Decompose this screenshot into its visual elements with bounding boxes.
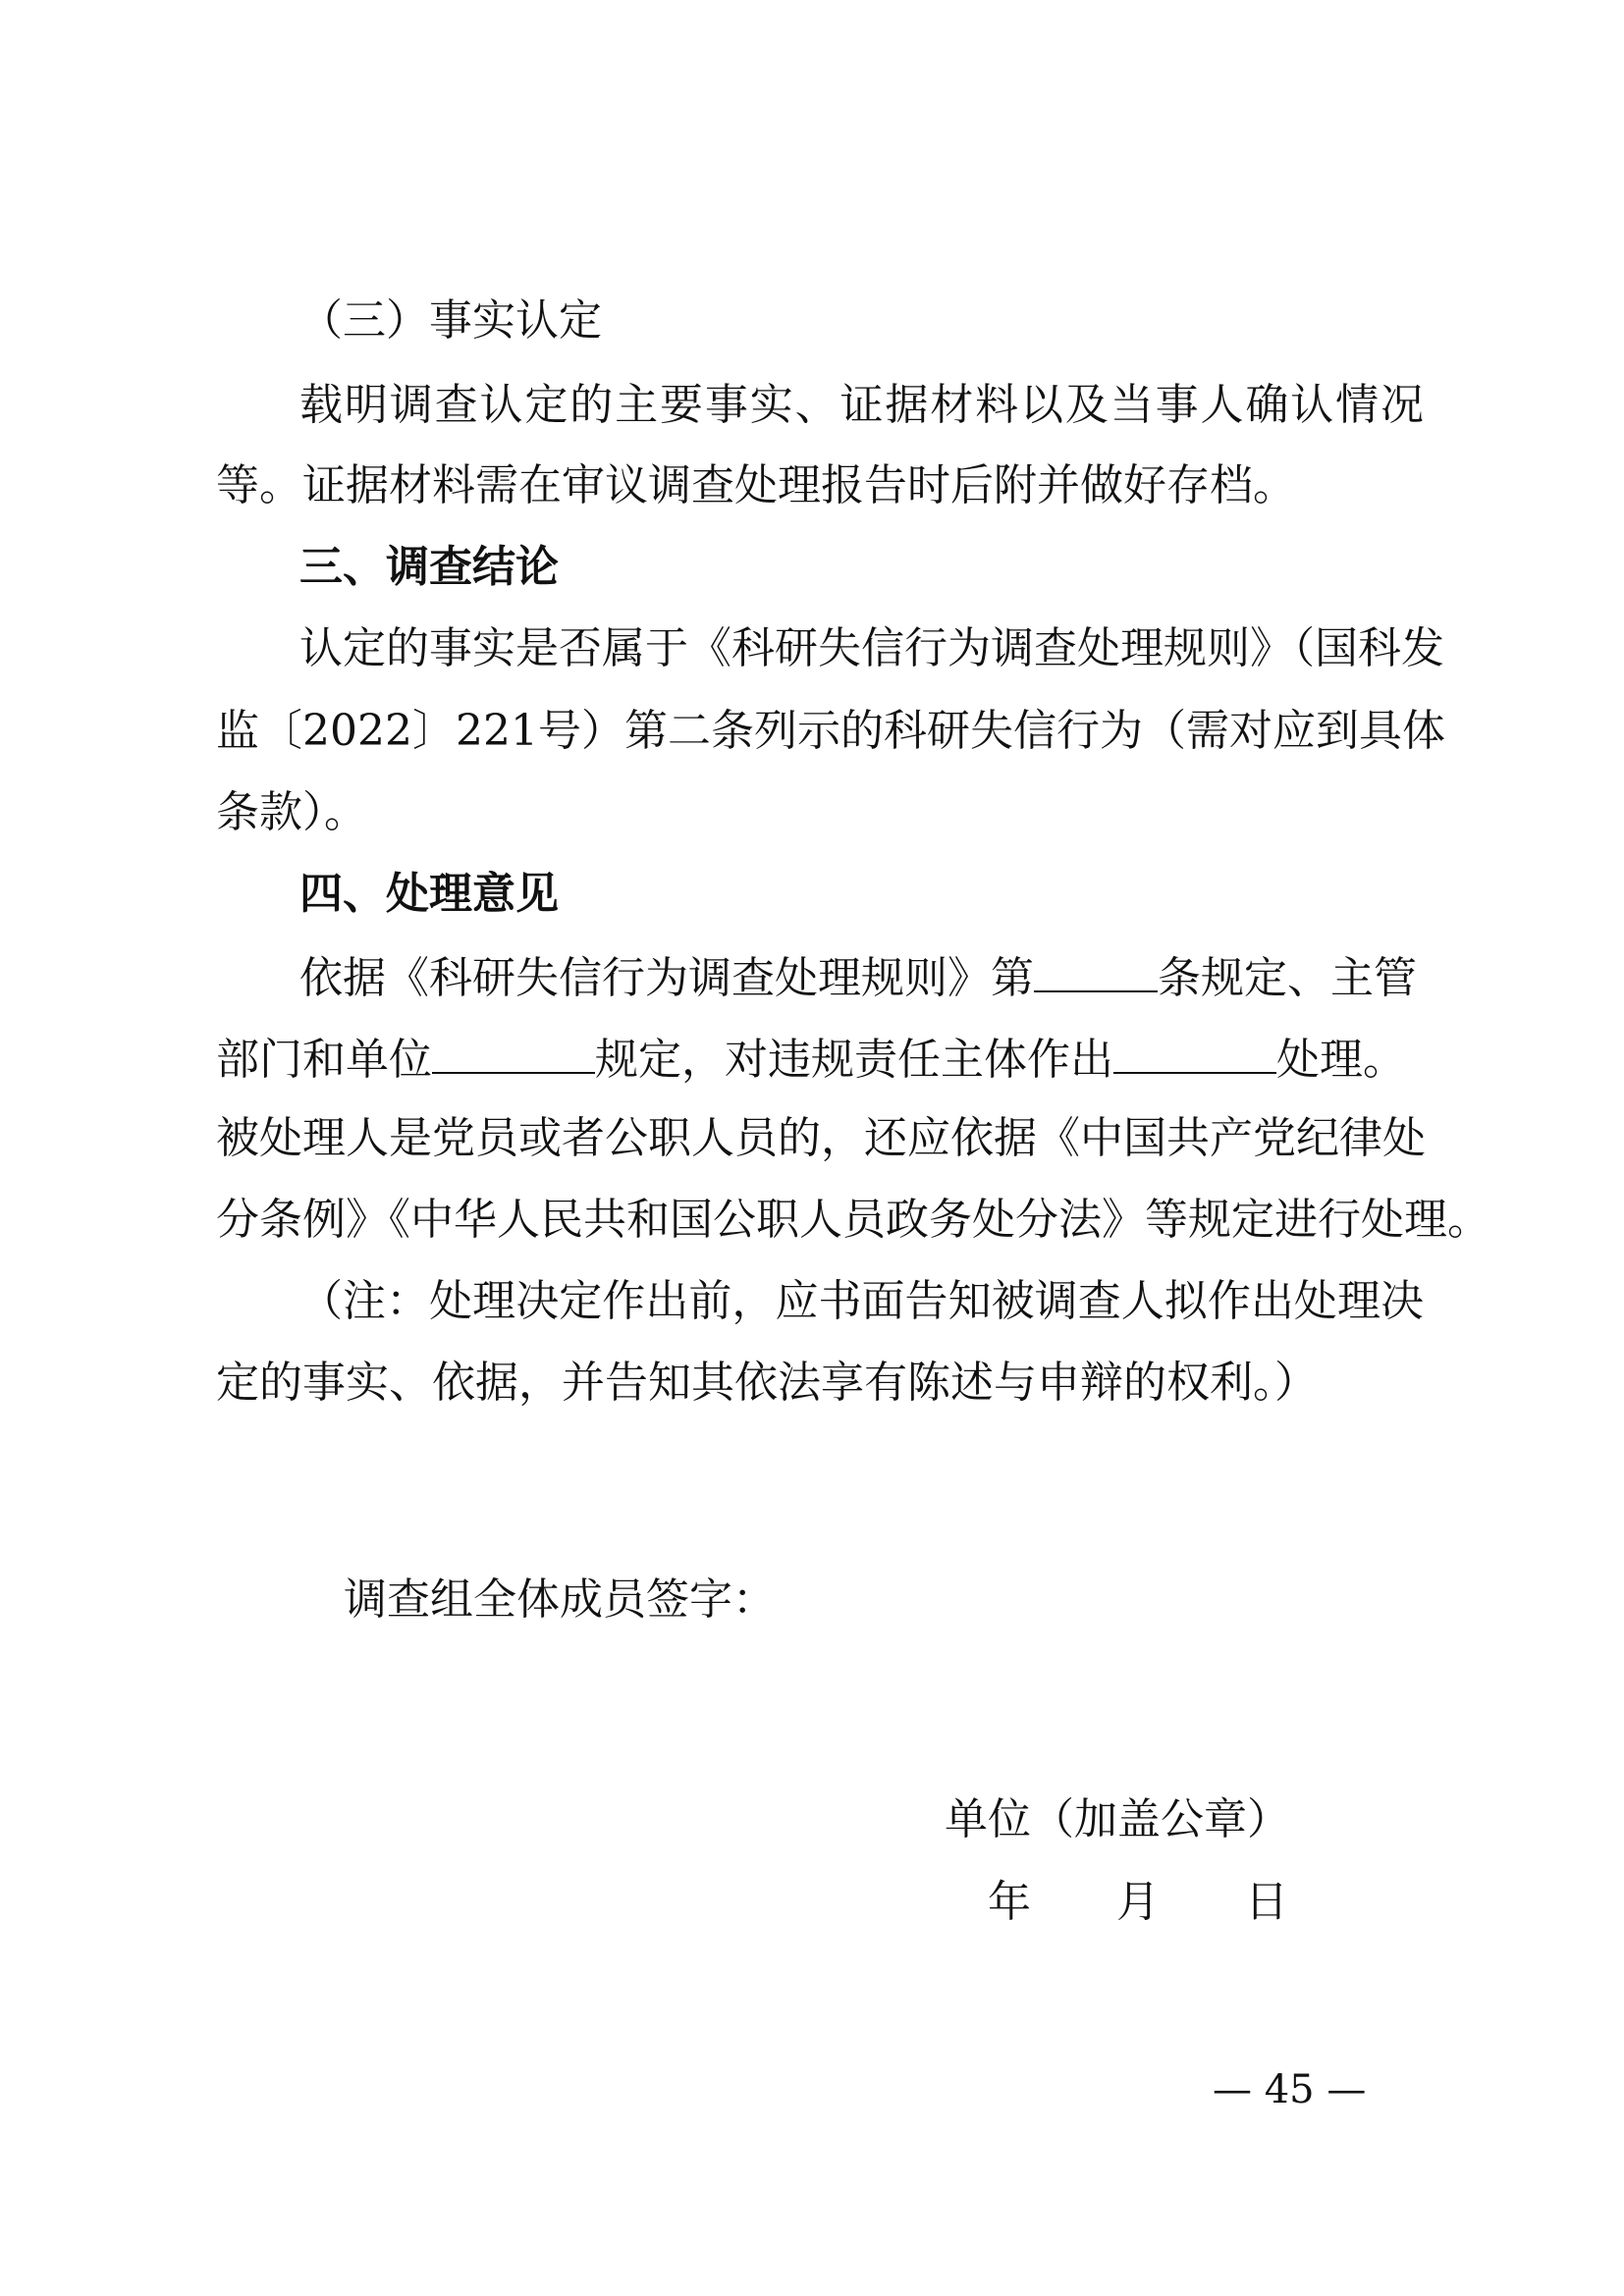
members-signature-label: 调查组全体成员签字： [344, 1575, 776, 1625]
department-rule-blank [432, 1029, 595, 1074]
opinion-line-2-text-c: 处理。 [1276, 1035, 1406, 1085]
section-heading-conclusion: 三、调查结论 [299, 542, 559, 592]
opinion-line-2-text-a: 部门和单位 [216, 1035, 432, 1085]
opinion-line-2-text-b: 规定，对违规责任主体作出 [595, 1035, 1113, 1085]
conclusion-line-1: 认定的事实是否属于《科研失信行为调查处理规则》（国科发 [299, 623, 1444, 673]
date-month-label: 月 [1116, 1877, 1160, 1927]
page-number: — 45 — [1213, 2067, 1367, 2112]
facts-paragraph-line-1: 载明调查认定的主要事实、证据材料以及当事人确认情况 [299, 380, 1424, 430]
penalty-blank [1113, 1029, 1276, 1074]
opinion-line-2 [216, 1029, 1424, 1089]
opinion-line-1 [299, 947, 1424, 1007]
opinion-line-1-text-a: 依据《科研失信行为调查处理规则》第 [299, 953, 1034, 1003]
section-heading-opinion: 四、处理意见 [299, 869, 559, 919]
note-line-1: （注：处理决定作出前，应书面告知被调查人拟作出处理决 [299, 1276, 1424, 1326]
facts-paragraph-line-2: 等。证据材料需在审议调查处理报告时后附并做好存档。 [216, 460, 1296, 510]
opinion-line-4: 分条例》《中华人民共和国公职人员政务处分法》等规定进行处理。 [216, 1195, 1490, 1245]
article-number-blank [1034, 947, 1158, 992]
opinion-line-3: 被处理人是党员或者公职人员的，还应依据《中国共产党纪律处 [216, 1113, 1426, 1163]
date-year-label: 年 [988, 1877, 1031, 1927]
conclusion-line-2: 监〔2022〕221号）第二条列示的科研失信行为（需对应到具体 [216, 706, 1445, 756]
date-day-label: 日 [1245, 1877, 1288, 1927]
note-line-2: 定的事实、依据，并告知其依法享有陈述与申辩的权利。） [216, 1358, 1318, 1408]
opinion-line-1-text-b: 条规定、主管 [1158, 953, 1417, 1003]
section-heading-facts: （三）事实认定 [299, 295, 602, 346]
unit-seal-label: 单位（加盖公章） [945, 1794, 1290, 1844]
conclusion-line-3: 条款）。 [216, 787, 367, 837]
